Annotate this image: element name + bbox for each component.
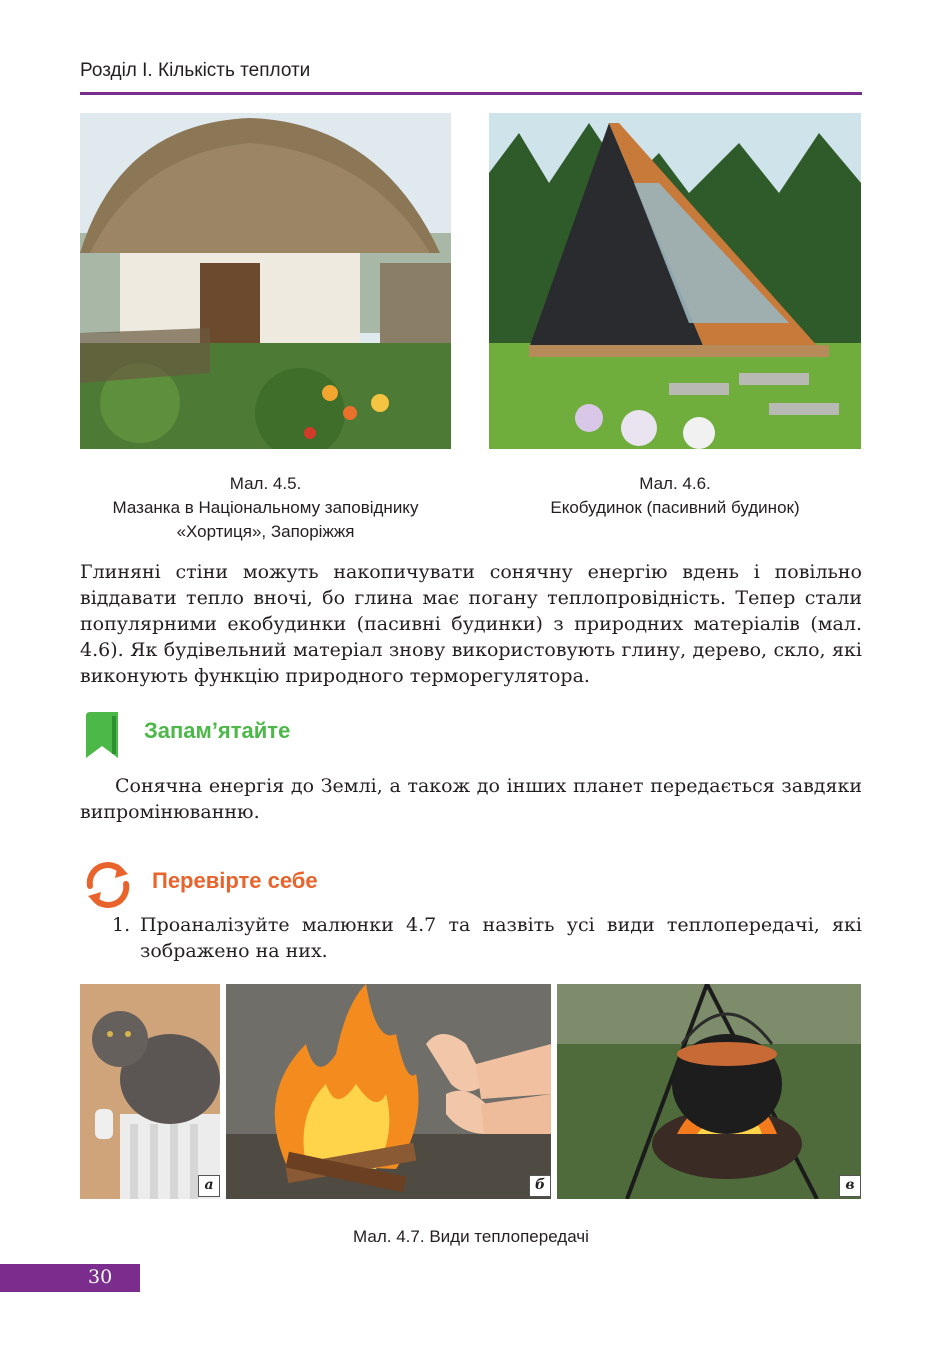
figure-4-6-caption xyxy=(489,472,861,520)
question-text: Проаналізуйте малюнки 4.7 та назвіть усі види теплопередачі, які зображено на них. xyxy=(140,914,862,962)
page-number-bar xyxy=(0,1264,140,1292)
figure-4-5-line1: Мазанка в Національному заповіднику xyxy=(112,498,419,517)
figure-label-v: в xyxy=(839,1175,861,1197)
figure-4-5-number: Мал. 4.5. xyxy=(229,474,302,493)
figure-4-5-caption xyxy=(80,472,451,544)
body-paragraph: Глиняні стіни можуть накопичувати сонячну енергію вдень і повільно віддавати тепло вночі, бо глина має погану теплопровідність. Тепер стали популярними екобудинки (пасивні будинки) з природних матеріалів (мал. 4.6). Як будівельний матеріал знову використовують глину, дерево, скло, які виконують функцію природного терморегулятора. xyxy=(80,561,862,687)
remember-text: Сонячна енергія до Землі, а також до інших планет передається завдяки випромінюванню. xyxy=(80,775,862,823)
remember-heading: Запам’ятайте xyxy=(144,718,291,743)
figure-4-5-line2: «Хортиця», Запоріжжя xyxy=(176,522,355,541)
figure-4-6-line1: Екобудинок (пасивний будинок) xyxy=(550,498,800,517)
photo-eco-house xyxy=(489,113,861,449)
check-heading: Перевірте себе xyxy=(152,868,318,893)
figure-label-a: а xyxy=(198,1175,220,1197)
bookmark-icon xyxy=(82,712,122,762)
figure-4-7-caption xyxy=(80,1225,862,1249)
figure-label-b: б xyxy=(529,1175,551,1197)
photo-cat-on-radiator xyxy=(80,984,220,1199)
figure-4-6-number: Мал. 4.6. xyxy=(639,474,711,493)
photo-campfire-hands xyxy=(226,984,551,1199)
page-header-title: Розділ І. Кількість теплоти xyxy=(80,60,311,81)
photo-clay-hut xyxy=(80,113,451,449)
question-number: 1. xyxy=(112,914,131,936)
figure-4-7-text: Види теплопередачі xyxy=(429,1227,589,1246)
header-divider xyxy=(80,92,862,95)
refresh-cycle-icon xyxy=(82,860,134,910)
page-number: 30 xyxy=(88,1266,113,1288)
figure-4-7-number: Мал. 4.7. xyxy=(353,1227,425,1246)
photo-cauldron-over-fire xyxy=(557,984,861,1199)
